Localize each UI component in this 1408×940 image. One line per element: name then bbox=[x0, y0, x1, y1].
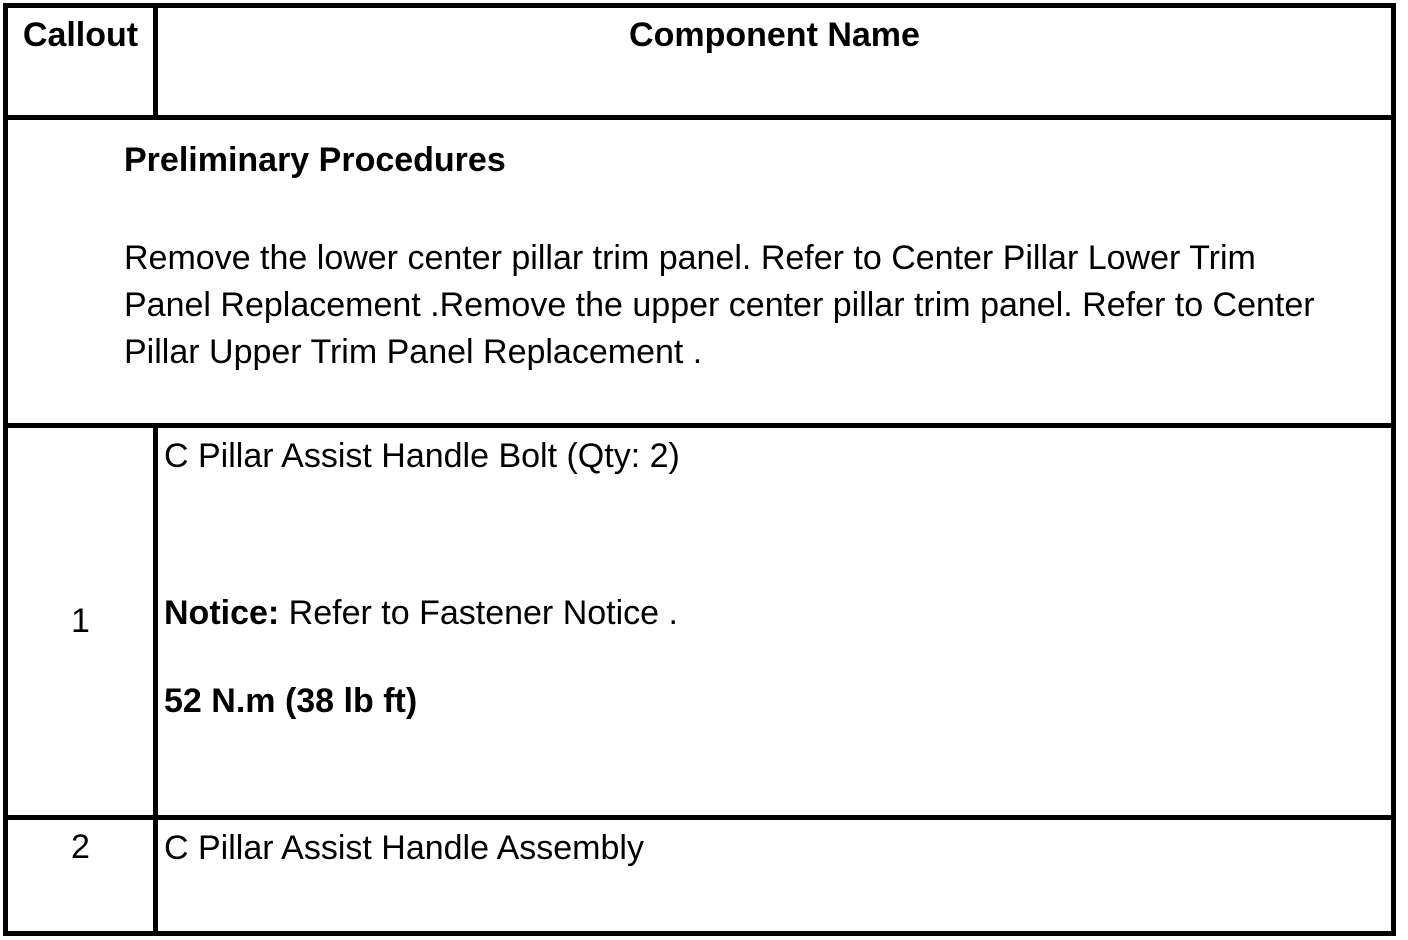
notice-text: Refer to Fastener Notice . bbox=[279, 593, 678, 632]
component-name-column-header: Component Name bbox=[156, 6, 1394, 118]
preliminary-procedures-title: Preliminary Procedures bbox=[124, 141, 506, 179]
component-name: C Pillar Assist Handle Bolt (Qty: 2) bbox=[164, 437, 680, 475]
torque-spec: 52 N.m (38 lb ft) bbox=[164, 681, 418, 720]
procedure-table bbox=[3, 3, 1396, 936]
notice-line bbox=[164, 593, 1391, 634]
preliminary-procedures-cell bbox=[6, 118, 1394, 426]
table-row bbox=[6, 818, 1394, 934]
component-name: C Pillar Assist Handle Assembly bbox=[164, 829, 644, 867]
table-header-row bbox=[6, 6, 1394, 118]
notice-label: Notice: bbox=[164, 593, 280, 632]
table-row bbox=[6, 426, 1394, 818]
callout-number: 2 bbox=[6, 818, 156, 934]
preliminary-procedures-text: Remove the lower center pillar trim panel. Refer to Center Pillar Lower Trim Panel Replacement .Remove the upper center pillar trim panel. Refer to Center Pillar Upper Trim Panel Replacement . bbox=[124, 239, 1315, 372]
callout-number: 1 bbox=[6, 426, 156, 818]
callout-column-header: Callout bbox=[6, 6, 156, 118]
component-cell bbox=[156, 426, 1394, 818]
component-cell bbox=[156, 818, 1394, 934]
preliminary-procedures-row bbox=[6, 118, 1394, 426]
